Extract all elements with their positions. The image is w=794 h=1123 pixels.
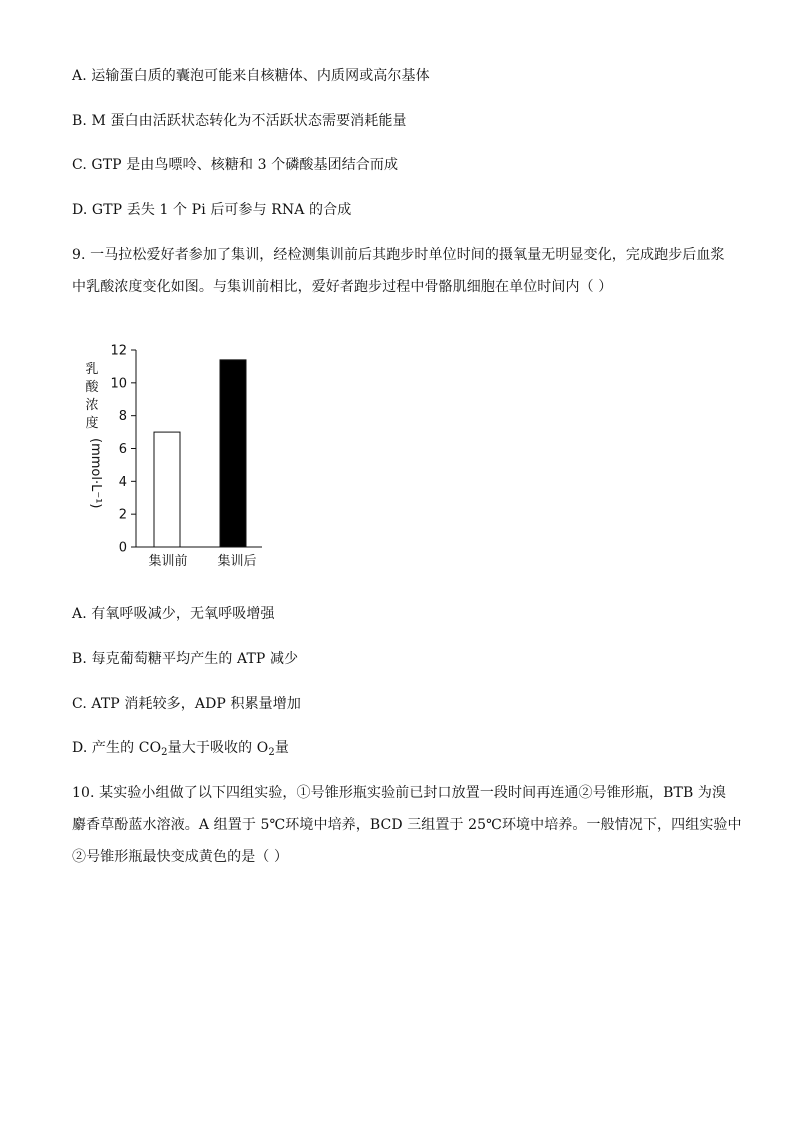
question9-stem-line2: 中乳酸浓度变化如图。与集训前相比，爱好者跑步过程中骨骼肌细胞在单位时间内（ ）: [72, 279, 613, 295]
y-label-unit: (mmol·L⁻¹): [88, 438, 103, 509]
bar-1: [154, 432, 180, 547]
option-9d-text-1: D. 产生的 CO: [72, 740, 162, 756]
option-9d: [72, 738, 289, 758]
y-label-char-4: 度: [85, 416, 99, 431]
option-9a: A. 有氧呼吸减少，无氧呼吸增强: [72, 606, 275, 622]
option-8b: B. M 蛋白由活跃状态转化为不活跃状态需要消耗能量: [72, 113, 407, 129]
option-8c: C. GTP 是由鸟嘌呤、核糖和 3 个磷酸基团结合而成: [72, 157, 399, 173]
y-axis-label: [85, 362, 103, 508]
y-label-char-3: 浓: [85, 398, 99, 413]
y-tick-label-0: 0: [118, 540, 127, 556]
option-9b: B. 每克葡萄糖平均产生的 ATP 减少: [72, 651, 299, 667]
chart-bars: [154, 360, 246, 547]
category-label-2: 集训后: [217, 554, 257, 569]
option-9c: C. ATP 消耗较多，ADP 积累量增加: [72, 696, 301, 712]
y-label-char-1: 乳: [85, 362, 99, 377]
option-9d-text-2: 量大于吸收的 O: [167, 740, 269, 756]
option-9d-text-3: 量: [274, 740, 289, 756]
bar-2: [220, 360, 246, 547]
option-9d-sub-1: 2: [161, 747, 168, 758]
y-tick-label-2: 2: [118, 507, 127, 523]
category-label-1: 集训前: [148, 554, 188, 569]
y-tick-label-8: 8: [118, 409, 127, 425]
option-9d-sub-2: 2: [268, 747, 275, 758]
y-tick-label-12: 12: [110, 343, 127, 359]
y-tick-label-6: 6: [118, 442, 127, 457]
option-8d: D. GTP 丢失 1 个 Pi 后可参与 RNA 的合成: [72, 202, 352, 218]
y-tick-label-4: 4: [118, 474, 127, 490]
question10-line3: ②号锥形瓶最快变成黄色的是（ ）: [72, 849, 289, 865]
question9-stem-line1: 9. 一马拉松爱好者参加了集训，经检测集训前后其跑步时单位时间的摄氧量无明显变化，完成跑步后血浆: [72, 247, 725, 263]
y-label-char-2: 酸: [85, 380, 99, 395]
y-axis-ticks: [110, 344, 136, 556]
y-tick-label-10: 10: [110, 376, 127, 392]
x-axis-categories: [148, 553, 256, 569]
question10-line2: 麝香草酚蓝水溶液。A 组置于 5℃环境中培养，BCD 三组置于 25℃环境中培养。一般情况下，四组实验中: [72, 817, 742, 833]
option-8a: A. 运输蛋白质的囊泡可能来自核糖体、内质网或高尔基体: [72, 68, 430, 84]
lactic-acid-bar-chart: [70, 338, 280, 578]
question10-line1: 10. 某实验小组做了以下四组实验，①号锥形瓶实验前已封口放置一段时间再连通②号锥形瓶，BTB 为溴: [72, 785, 727, 801]
